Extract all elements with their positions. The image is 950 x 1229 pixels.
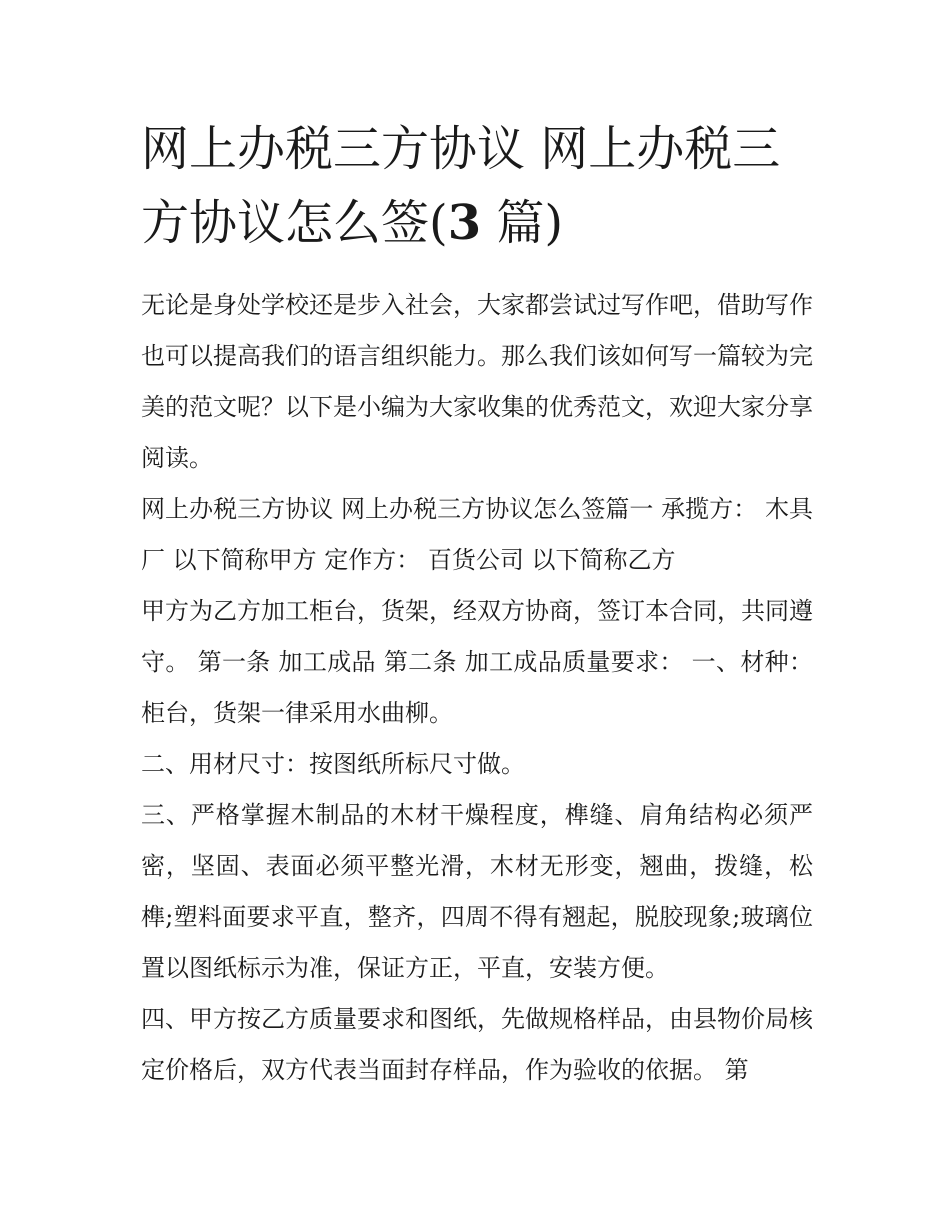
title-text: 网上办税三方协议 网上办税三方协议怎么签(	[141, 121, 781, 251]
title-tail: 篇)	[481, 195, 564, 251]
intro-paragraph: 无论是身处学校还是步入社会，大家都尝试过写作吧，借助写作也可以提高我们的语言组织能力。那么我们该如何写一篇较为完美的范文呢？以下是小编为大家收集的优秀范文，欢迎大家分享阅读。	[141, 291, 813, 472]
contract-parties-paragraph: 网上办税三方协议 网上办税三方协议怎么签篇一 承揽方： 木具厂 以下简称甲方 定作方： 百货公司 以下简称乙方	[141, 495, 813, 574]
contract-article-paragraph: 甲方为乙方加工柜台，货架，经双方协商，签订本合同，共同遵守。 第一条 加工成品 第二条 加工成品质量要求： 一、材种：柜台，货架一律采用水曲柳。	[141, 597, 813, 727]
document-page	[141, 112, 813, 1096]
quality-paragraph: 三、严格掌握木制品的木材干燥程度，榫缝、肩角结构必须严密，坚固、表面必须平整光滑，木材无形变，翘曲，拨缝，松榫;塑料面要求平直，整齐，四周不得有翘起，脱胶现象;玻璃位置以图纸标示为准，保证方正，平直，安装方便。	[141, 801, 813, 982]
material-size-paragraph: 二、用材尺寸：按图纸所标尺寸做。	[141, 750, 525, 778]
document-title	[141, 112, 813, 260]
sample-paragraph: 四、甲方按乙方质量要求和图纸，先做规格样品，由县物价局核定价格后，双方代表当面封存样品，作为验收的依据。 第	[141, 1005, 813, 1084]
title-count: 3	[447, 195, 482, 251]
